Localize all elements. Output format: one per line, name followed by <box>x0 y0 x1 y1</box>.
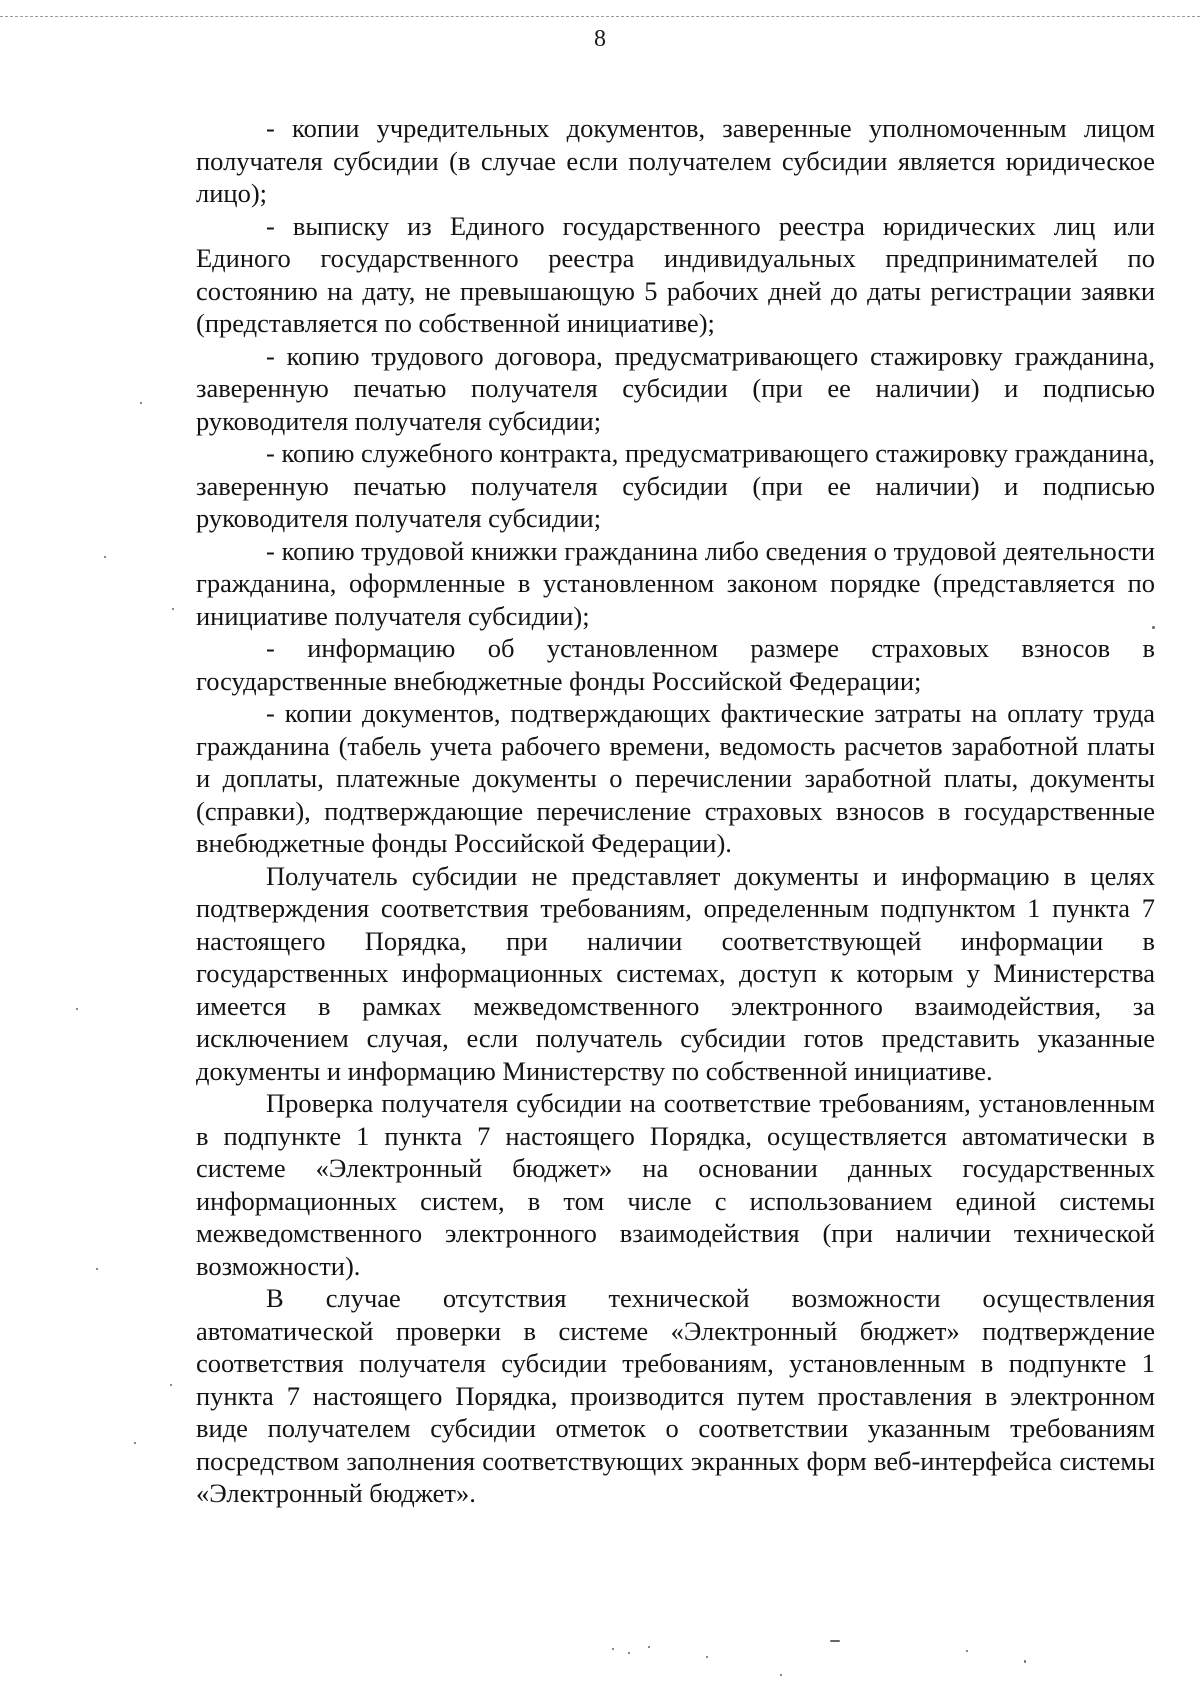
scan-speck <box>648 1646 650 1648</box>
paragraph-charter-documents: - копии учредительных документов, заверенные уполномоченным лицом получателя субсидии (в случае если получателем субсидии является юридическое лицо); <box>196 113 1155 208</box>
scan-top-edge <box>0 16 1200 17</box>
scan-speck <box>780 1674 782 1676</box>
scan-speck <box>966 1650 968 1652</box>
scan-speck <box>1024 1660 1026 1663</box>
paragraph-service-contract: - копию служебного контракта, предусматривающего стажировку гражданина, заверенную печатью получателя субсидии (при ее наличии) и подписью руководителя получателя субсидии; <box>196 438 1155 533</box>
scan-speck <box>830 1640 840 1642</box>
paragraph-insurance-info: - информацию об установленном размере страховых взносов в государственные внебюджетные фонды Российской Федерации; <box>196 633 1155 696</box>
paragraph-no-documents-required: Получатель субсидии не представляет документы и информацию в целях подтверждения соответствия требованиям, определенным подпунктом 1 пункта 7 настоящего Порядка, при наличии соответствующей информации в государственных информационных системах, доступ к которым у Министерства имеется в рамках межведомственного электронного взаимодействия, за исключением случая, если получатель субсидии готов представить указанные документы и информацию Министерству по собственной инициативе. <box>196 860 1155 1086</box>
paragraph-expense-documents: - копии документов, подтверждающих фактические затраты на оплату труда гражданина (табель учета рабочего времени, ведомость расчетов заработной платы и доплаты, платежные документы о перечислении заработной платы, документы (справки), подтверждающие перечисление страховых взносов в государственные внебюджетные фонды Российской Федерации). <box>196 698 1155 858</box>
scan-speck <box>172 608 174 610</box>
page-number: 8 <box>594 26 606 52</box>
scan-speck <box>96 1268 98 1270</box>
scan-speck <box>170 1384 172 1386</box>
paragraph-work-book: - копию трудовой книжки гражданина либо сведения о трудовой деятельности гражданина, оформленные в установленном законом порядке (представляется по инициативе получателя субсидии); <box>196 535 1155 631</box>
scan-speck <box>134 1442 136 1444</box>
scan-speck <box>104 556 106 558</box>
scan-speck <box>140 402 142 404</box>
scan-speck <box>1152 626 1155 629</box>
paragraph-manual-confirmation: В случае отсутствия технической возможности осуществления автоматической проверки в системе «Электронный бюджет» подтверждение соответствия получателя субсидии требованиям, установленным в подпункте 1 пункта 7 настоящего Порядка, производится путем проставления в электронном виде получателем субсидии отметок о соответствии указанным требованиям посредством заполнения соответствующих экранных форм веб-интерфейса системы «Электронный бюджет». <box>196 1283 1155 1508</box>
document-body <box>196 112 1155 1510</box>
paragraph-automatic-check: Проверка получателя субсидии на соответствие требованиям, установленным в подпункте 1 пункта 7 настоящего Порядка, осуществляется автоматически в системе «Электронный бюджет» на основании данных государственных информационных систем, в том числе с использованием единой системы межведомственного электронного взаимодействия (при наличии технической возможности). <box>196 1088 1155 1281</box>
paragraph-labor-contract: - копию трудового договора, предусматривающего стажировку гражданина, заверенную печатью получателя субсидии (при ее наличии) и подписью руководителя получателя субсидии; <box>196 340 1155 436</box>
scan-speck <box>612 1648 614 1650</box>
scan-speck <box>76 1008 78 1010</box>
paragraph-registry-extract: - выписку из Единого государственного реестра юридических лиц или Единого государственного реестра индивидуальных предпринимателей по состоянию на дату, не превышающую 5 рабочих дней до даты регистрации заявки (представляется по собственной инициативе); <box>196 210 1155 338</box>
scan-speck <box>706 1656 708 1658</box>
scan-speck <box>628 1652 630 1654</box>
